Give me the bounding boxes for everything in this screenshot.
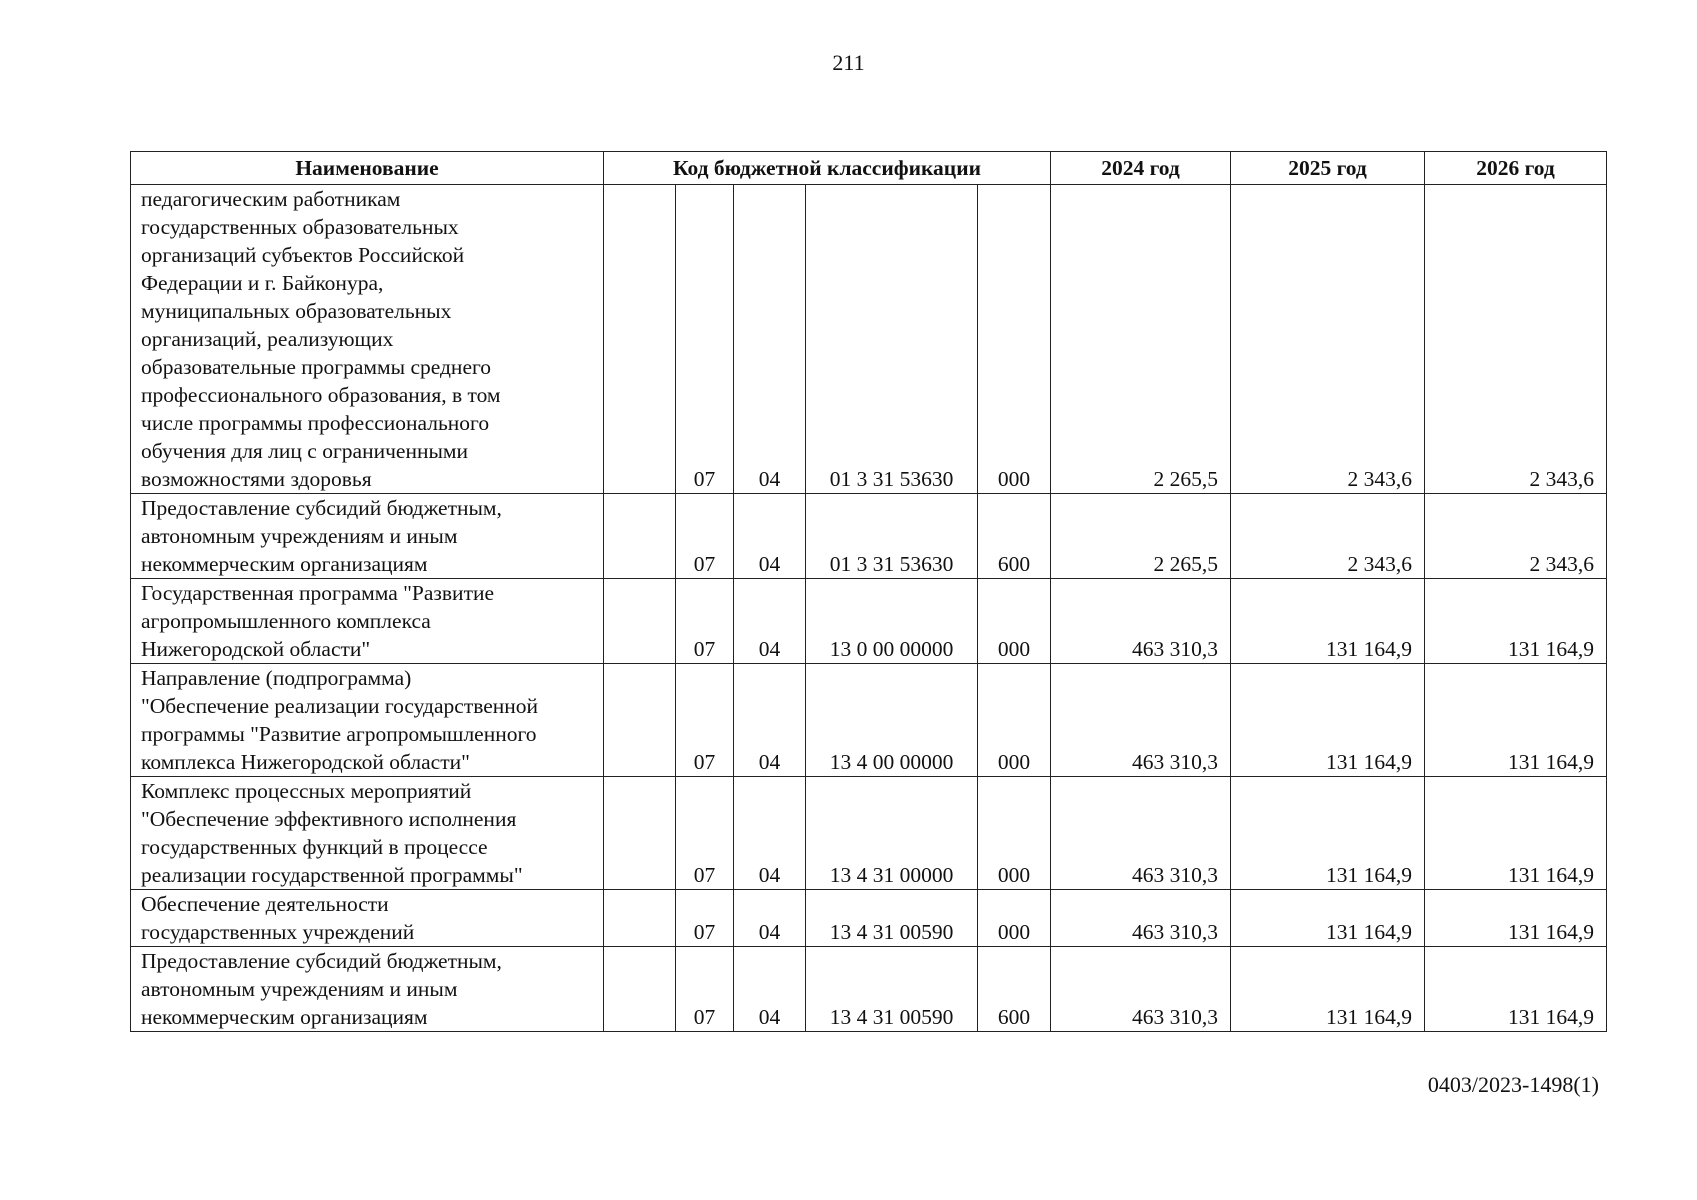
- table-row: [131, 664, 1607, 777]
- row-expense-type: 000: [978, 664, 1051, 777]
- page-number: 211: [832, 50, 865, 75]
- row-subsection: 04: [734, 185, 806, 494]
- row-amount-2024: 463 310,3: [1051, 890, 1231, 947]
- row-amount-2024: 463 310,3: [1051, 664, 1231, 777]
- row-code-empty: [604, 579, 676, 664]
- row-amount-2025: 131 164,9: [1231, 664, 1425, 777]
- row-section: 07: [676, 664, 734, 777]
- row-amount-2025: 2 343,6: [1231, 494, 1425, 579]
- row-section: 07: [676, 579, 734, 664]
- table-header-row: [131, 152, 1607, 185]
- row-subsection: 04: [734, 579, 806, 664]
- row-name: Направление (подпрограмма) "Обеспечение реализации государственной программы "Развитие агропромышленного комплекса Нижегородской области": [131, 664, 604, 777]
- row-target-article: 13 0 00 00000: [806, 579, 978, 664]
- row-amount-2026: 131 164,9: [1425, 777, 1607, 890]
- row-section: 07: [676, 890, 734, 947]
- row-section: 07: [676, 777, 734, 890]
- row-section: 07: [676, 494, 734, 579]
- row-section: 07: [676, 185, 734, 494]
- row-amount-2024: 2 265,5: [1051, 494, 1231, 579]
- row-target-article: 13 4 31 00000: [806, 777, 978, 890]
- row-expense-type: 000: [978, 777, 1051, 890]
- row-name: Предоставление субсидий бюджетным, автономным учреждениям и иным некоммерческим организациям: [131, 494, 604, 579]
- row-target-article: 13 4 00 00000: [806, 664, 978, 777]
- row-amount-2026: 2 343,6: [1425, 494, 1607, 579]
- row-amount-2025: 131 164,9: [1231, 777, 1425, 890]
- row-subsection: 04: [734, 494, 806, 579]
- row-expense-type: 600: [978, 494, 1051, 579]
- table-row: [131, 579, 1607, 664]
- row-name: педагогическим работникам государственных образовательных организаций субъектов Российской Федерации и г. Байконура, муниципальных образовательных организаций, реализующих образовательные программы среднего профессионального образования, в том числе программы профессионального обучения для лиц с ограниченными возможностями здоровья: [131, 185, 604, 494]
- row-amount-2026: 2 343,6: [1425, 185, 1607, 494]
- table-row: [131, 890, 1607, 947]
- row-expense-type: 000: [978, 890, 1051, 947]
- row-expense-type: 000: [978, 185, 1051, 494]
- row-amount-2024: 463 310,3: [1051, 777, 1231, 890]
- row-section: 07: [676, 947, 734, 1032]
- row-expense-type: 000: [978, 579, 1051, 664]
- header-2024: 2024 год: [1051, 152, 1231, 185]
- row-subsection: 04: [734, 890, 806, 947]
- row-amount-2024: 463 310,3: [1051, 579, 1231, 664]
- row-subsection: 04: [734, 947, 806, 1032]
- row-name: Государственная программа "Развитие агропромышленного комплекса Нижегородской области": [131, 579, 604, 664]
- document-code: 0403/2023-1498(1): [1427, 1072, 1599, 1097]
- row-code-empty: [604, 664, 676, 777]
- header-2025: 2025 год: [1231, 152, 1425, 185]
- header-2026: 2026 год: [1425, 152, 1607, 185]
- row-target-article: 01 3 31 53630: [806, 494, 978, 579]
- row-amount-2026: 131 164,9: [1425, 947, 1607, 1032]
- table-body: [131, 185, 1607, 1032]
- row-name: Комплекс процессных мероприятий "Обеспечение эффективного исполнения государственных функций в процессе реализации государственной программы": [131, 777, 604, 890]
- row-amount-2025: 131 164,9: [1231, 579, 1425, 664]
- row-amount-2025: 2 343,6: [1231, 185, 1425, 494]
- row-code-empty: [604, 890, 676, 947]
- row-target-article: 13 4 31 00590: [806, 890, 978, 947]
- row-amount-2025: 131 164,9: [1231, 947, 1425, 1032]
- header-budget-code: Код бюджетной классификации: [604, 152, 1051, 185]
- row-target-article: 01 3 31 53630: [806, 185, 978, 494]
- row-code-empty: [604, 947, 676, 1032]
- table-row: [131, 947, 1607, 1032]
- row-amount-2026: 131 164,9: [1425, 664, 1607, 777]
- row-amount-2024: 463 310,3: [1051, 947, 1231, 1032]
- row-expense-type: 600: [978, 947, 1051, 1032]
- row-subsection: 04: [734, 777, 806, 890]
- budget-table: [130, 151, 1607, 1032]
- table-row: [131, 494, 1607, 579]
- row-amount-2026: 131 164,9: [1425, 890, 1607, 947]
- row-code-empty: [604, 777, 676, 890]
- row-subsection: 04: [734, 664, 806, 777]
- row-name: Предоставление субсидий бюджетным, автономным учреждениям и иным некоммерческим организациям: [131, 947, 604, 1032]
- table-row: [131, 185, 1607, 494]
- header-name: Наименование: [131, 152, 604, 185]
- row-amount-2025: 131 164,9: [1231, 890, 1425, 947]
- row-code-empty: [604, 494, 676, 579]
- row-target-article: 13 4 31 00590: [806, 947, 978, 1032]
- row-code-empty: [604, 185, 676, 494]
- row-amount-2026: 131 164,9: [1425, 579, 1607, 664]
- table-row: [131, 777, 1607, 890]
- row-name: Обеспечение деятельности государственных учреждений: [131, 890, 604, 947]
- row-amount-2024: 2 265,5: [1051, 185, 1231, 494]
